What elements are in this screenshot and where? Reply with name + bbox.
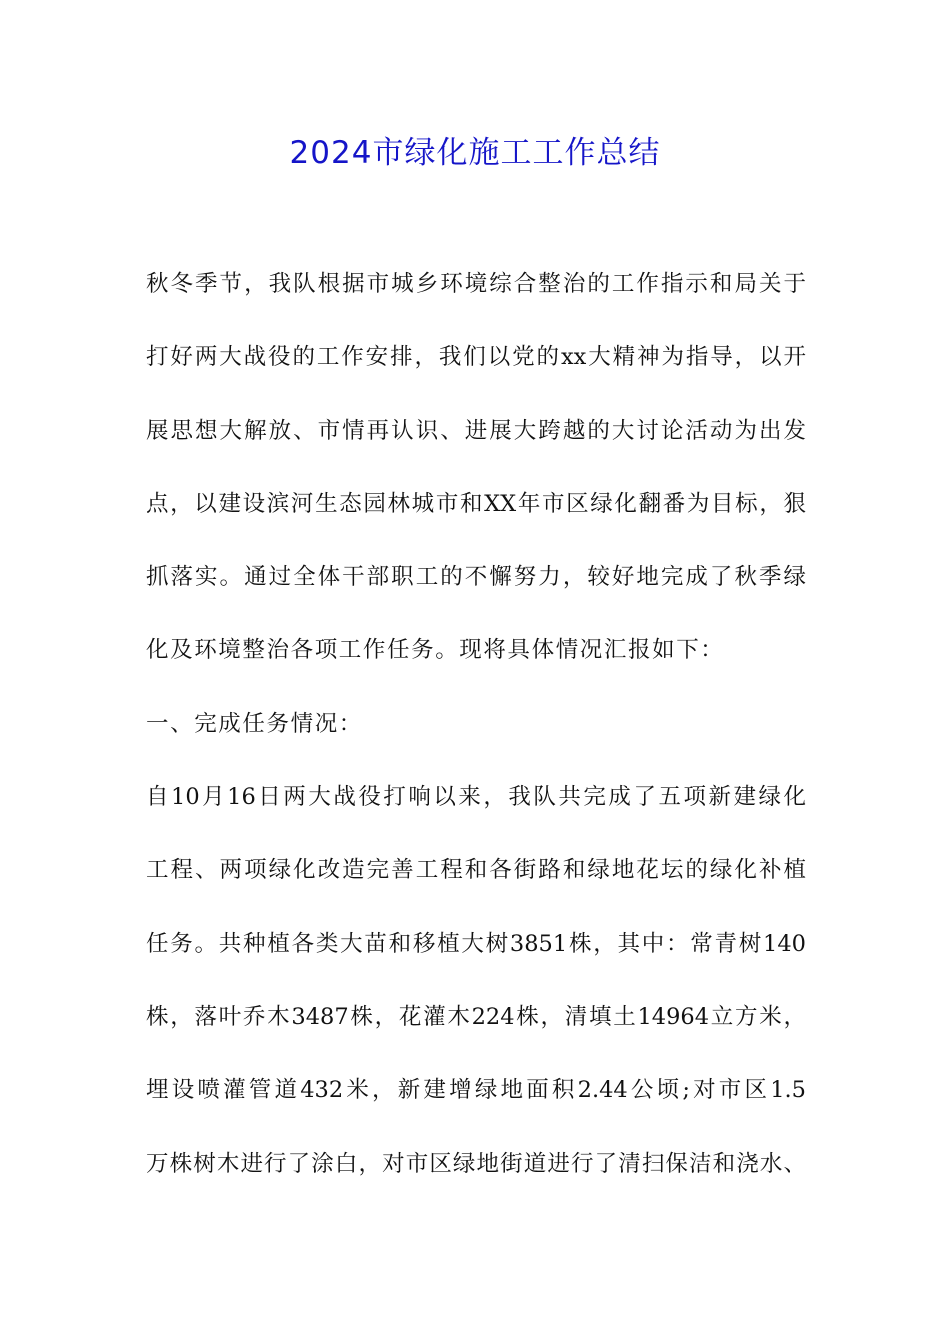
body-line: 工程、两项绿化改造完善工程和各街路和绿地花坛的绿化补植 — [146, 857, 806, 884]
body-line: 化及环境整治各项工作任务。现将具体情况汇报如下： — [146, 637, 725, 664]
document-body — [146, 254, 806, 1207]
body-line: 万株树木进行了涂白，对市区绿地街道进行了清扫保洁和浇水、 — [146, 1150, 806, 1177]
body-line: 秋冬季节，我队根据市城乡环境综合整治的工作指示和局关于 — [146, 271, 806, 297]
body-line: 一、完成任务情况： — [146, 710, 363, 737]
body-line: 任务。共种植各类大苗和移植大树3851株，其中：常青树140 — [146, 930, 806, 957]
body-line: 埋设喷灌管道432米，新建增绿地面积2.44公顷;对市区1.5 — [146, 1077, 806, 1104]
body-line: 株，落叶乔木3487株，花灌木224株，清填土14964立方米， — [146, 1003, 806, 1030]
body-line: 自10月16日两大战役打响以来，我队共完成了五项新建绿化 — [146, 784, 806, 811]
body-line: 展思想大解放、市情再认识、进展大跨越的大讨论活动为出发 — [146, 417, 806, 444]
body-line: 打好两大战役的工作安排，我们以党的xx大精神为指导，以开 — [146, 344, 806, 371]
body-line: 点，以建设滨河生态园林城市和XX年市区绿化翻番为目标，狠 — [146, 490, 806, 517]
body-line: 抓落实。通过全体干部职工的不懈努力，较好地完成了秋季绿 — [146, 564, 806, 591]
document-title: 2024市绿化施工工作总结 — [289, 135, 661, 171]
